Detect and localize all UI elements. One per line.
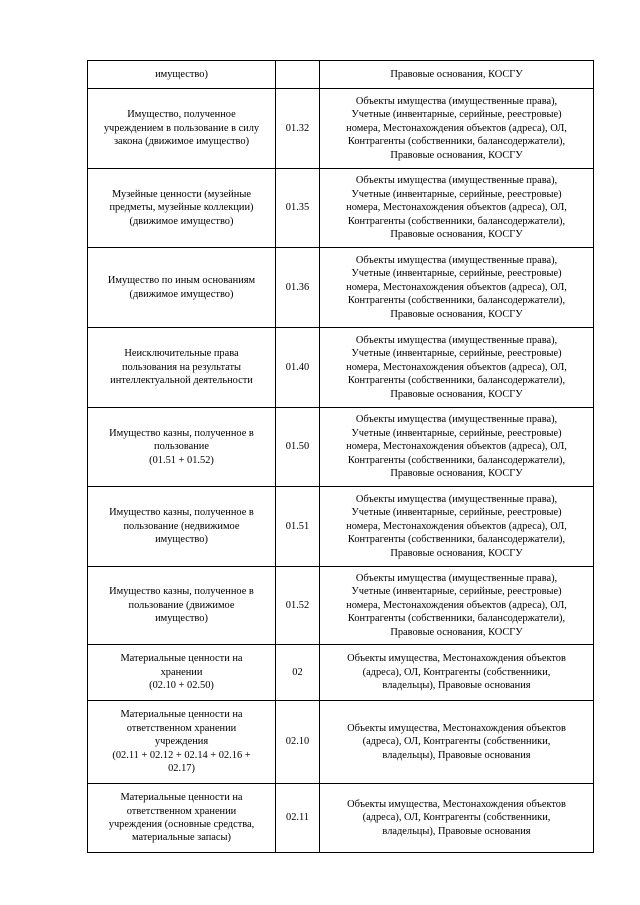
analytics-cell: Объекты имущества (имущественные права), Учетные (инвентарные, серийные, реестровые) номера, Местонахождения объектов (адреса), ОЛ, Контрагенты (собственники, балансодержатели), Правовые основания, КОСГУ	[320, 408, 594, 487]
table-row	[88, 784, 594, 853]
accounts-table	[87, 60, 594, 853]
table-row	[88, 408, 594, 487]
account-name-cell: Имущество казны, полученное в пользование (01.51 + 01.52)	[88, 408, 276, 487]
account-code-cell	[276, 61, 320, 89]
table-row	[88, 89, 594, 169]
account-name-cell: Неисключительные права пользования на результаты интеллектуальной деятельности	[88, 328, 276, 408]
table-row	[88, 248, 594, 328]
account-name-cell: Музейные ценности (музейные предметы, музейные коллекции) (движимое имущество)	[88, 169, 276, 248]
account-code-cell: 02.11	[276, 784, 320, 853]
table-row	[88, 701, 594, 784]
table-row	[88, 61, 594, 89]
account-code-cell: 01.52	[276, 567, 320, 645]
analytics-cell: Правовые основания, КОСГУ	[320, 61, 594, 89]
account-code-cell: 01.50	[276, 408, 320, 487]
account-name-cell: Имущество казны, полученное в пользование (движимое имущество)	[88, 567, 276, 645]
table-row	[88, 567, 594, 645]
account-code-cell: 02.10	[276, 701, 320, 784]
account-name-cell: Материальные ценности на ответственном хранении учреждения (02.11 + 02.12 + 02.14 + 02.16 + 02.17)	[88, 701, 276, 784]
analytics-cell: Объекты имущества, Местонахождения объектов (адреса), ОЛ, Контрагенты (собственники, владельцы), Правовые основания	[320, 645, 594, 701]
table-row	[88, 487, 594, 567]
analytics-cell: Объекты имущества (имущественные права), Учетные (инвентарные, серийные, реестровые) номера, Местонахождения объектов (адреса), ОЛ, Контрагенты (собственники, балансодержатели), Правовые основания, КОСГУ	[320, 567, 594, 645]
account-name-cell: Имущество, полученное учреждением в пользование в силу закона (движимое имущество)	[88, 89, 276, 169]
analytics-cell: Объекты имущества (имущественные права), Учетные (инвентарные, серийные, реестровые) номера, Местонахождения объектов (адреса), ОЛ, Контрагенты (собственники, балансодержатели), Правовые основания, КОСГУ	[320, 328, 594, 408]
analytics-cell: Объекты имущества (имущественные права), Учетные (инвентарные, серийные, реестровые) номера, Местонахождения объектов (адреса), ОЛ, Контрагенты (собственники, балансодержатели), Правовые основания, КОСГУ	[320, 487, 594, 567]
account-name-cell: Имущество казны, полученное в пользование (недвижимое имущество)	[88, 487, 276, 567]
analytics-cell: Объекты имущества (имущественные права), Учетные (инвентарные, серийные, реестровые) номера, Местонахождения объектов (адреса), ОЛ, Контрагенты (собственники, балансодержатели), Правовые основания, КОСГУ	[320, 248, 594, 328]
analytics-cell: Объекты имущества, Местонахождения объектов (адреса), ОЛ, Контрагенты (собственники, владельцы), Правовые основания	[320, 784, 594, 853]
analytics-cell: Объекты имущества (имущественные права), Учетные (инвентарные, серийные, реестровые) номера, Местонахождения объектов (адреса), ОЛ, Контрагенты (собственники, балансодержатели), Правовые основания, КОСГУ	[320, 89, 594, 169]
account-name-cell: имущество)	[88, 61, 276, 89]
table-row	[88, 169, 594, 248]
account-code-cell: 01.36	[276, 248, 320, 328]
account-code-cell: 02	[276, 645, 320, 701]
account-name-cell: Имущество по иным основаниям (движимое имущество)	[88, 248, 276, 328]
account-name-cell: Материальные ценности на ответственном хранении учреждения (основные средства, материальные запасы)	[88, 784, 276, 853]
account-name-cell: Материальные ценности на хранении (02.10 + 02.50)	[88, 645, 276, 701]
account-code-cell: 01.40	[276, 328, 320, 408]
analytics-cell: Объекты имущества (имущественные права), Учетные (инвентарные, серийные, реестровые) номера, Местонахождения объектов (адреса), ОЛ, Контрагенты (собственники, балансодержатели), Правовые основания, КОСГУ	[320, 169, 594, 248]
analytics-cell: Объекты имущества, Местонахождения объектов (адреса), ОЛ, Контрагенты (собственники, владельцы), Правовые основания	[320, 701, 594, 784]
account-code-cell: 01.51	[276, 487, 320, 567]
table-row	[88, 645, 594, 701]
account-code-cell: 01.32	[276, 89, 320, 169]
table-row	[88, 328, 594, 408]
account-code-cell: 01.35	[276, 169, 320, 248]
